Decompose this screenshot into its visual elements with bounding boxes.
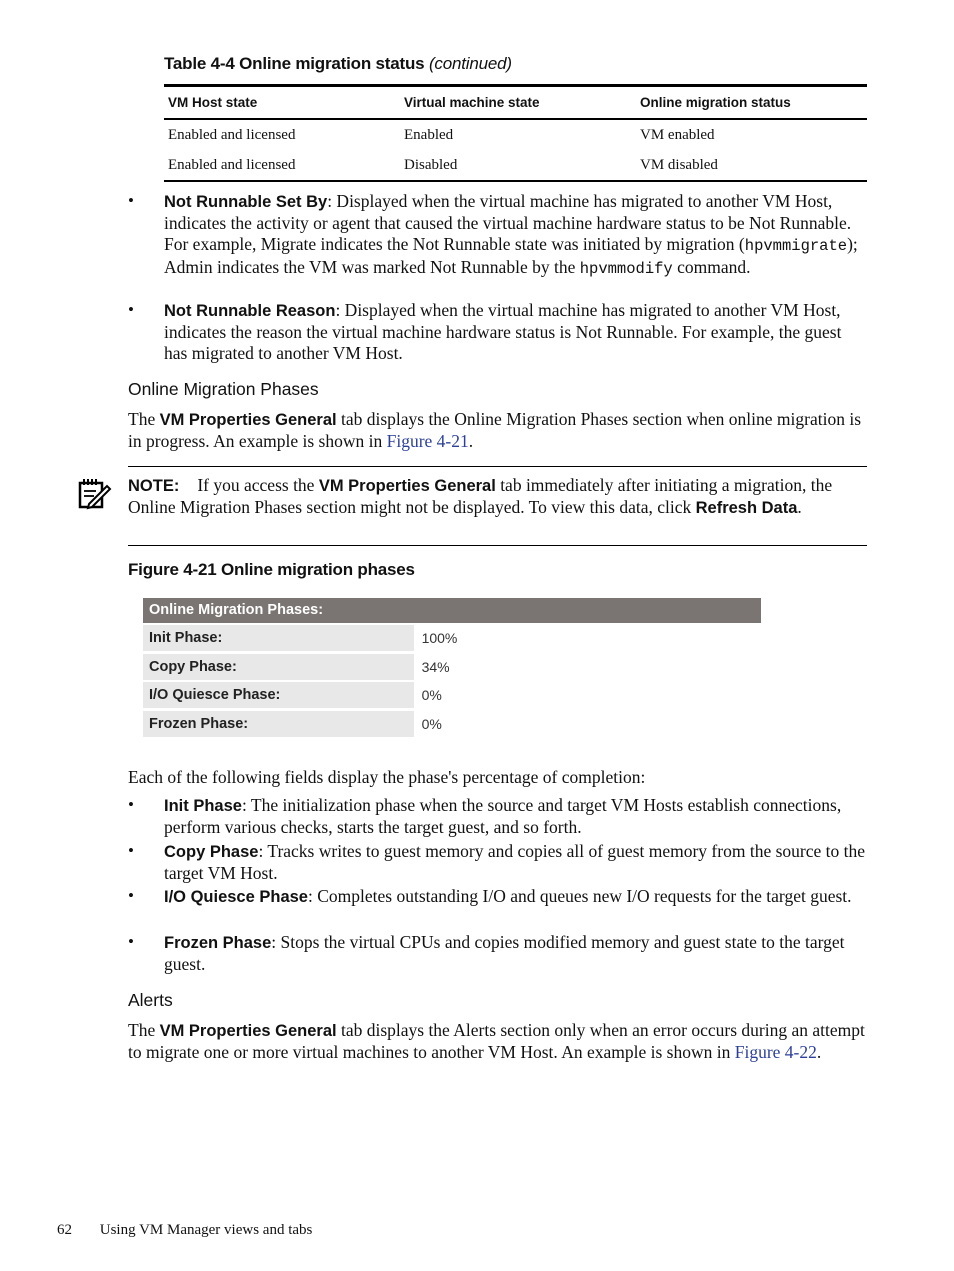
table-row <box>164 150 867 180</box>
phase-label: Frozen Phase: <box>143 711 414 737</box>
online-migration-phases-panel <box>143 598 761 737</box>
bullet-text: : The initialization phase when the source and target VM Hosts establish connections, perform various checks, starts the target guest, and so forth. <box>164 795 842 837</box>
bullet-term: Frozen Phase <box>164 934 272 952</box>
alerts-paragraph <box>128 1020 868 1063</box>
table-cell: Enabled <box>404 126 454 143</box>
bullet-not-runnable-set-by <box>164 191 868 280</box>
figure-link[interactable]: Figure 4-21 <box>386 431 469 451</box>
paragraph-text: tab displays the Alerts section only when an error occurs during an attempt to migrate one or more virtual machines to another VM Host. An example is shown in <box>128 1020 865 1062</box>
command-code: hpvmmodify <box>579 260 673 278</box>
bullet-dot: • <box>128 795 134 814</box>
bullet-io-quiesce-phase <box>164 886 868 908</box>
phase-row <box>143 625 761 651</box>
table-header-row <box>164 87 867 120</box>
bullet-term: I/O Quiesce Phase <box>164 888 308 906</box>
phase-value: 100% <box>416 625 761 651</box>
footer-title: Using VM Manager views and tabs <box>99 1222 313 1238</box>
table-caption-suffix: (continued) <box>428 54 512 73</box>
bullet-frozen-phase <box>164 932 868 975</box>
phases-paragraph <box>128 409 868 452</box>
paragraph-text: The <box>128 1020 160 1040</box>
table-cell: Disabled <box>404 156 458 173</box>
phase-value: 0% <box>416 682 761 708</box>
note-text-part: If you access the <box>197 475 319 495</box>
table-caption <box>164 54 512 74</box>
paragraph-text: . <box>816 1042 822 1062</box>
table-cell: VM disabled <box>640 156 718 173</box>
bullet-text: : Tracks writes to guest memory and copies all of guest memory from the source to the target VM Host. <box>164 841 865 883</box>
phase-label: Copy Phase: <box>143 654 414 680</box>
phase-row <box>143 682 761 708</box>
bullet-text: ); Admin indicates the VM was marked Not Runnable by the <box>164 234 858 277</box>
table-row <box>164 120 867 150</box>
bullet-text: : Displayed when the virtual machine has migrated to another VM Host, indicates the reason the virtual machine hardware status is Not Runnable. For example, the guest has migrated to another VM Host. <box>164 300 842 363</box>
phase-value: 34% <box>416 654 761 680</box>
bullet-dot: • <box>128 191 134 210</box>
table-cell: VM enabled <box>640 126 715 143</box>
phase-row <box>143 654 761 680</box>
table-caption-label: Table 4-4 Online migration status <box>164 54 425 73</box>
section-heading-phases: Online Migration Phases <box>128 379 319 399</box>
table-cell: Enabled and licensed <box>168 156 296 173</box>
phase-label: I/O Quiesce Phase: <box>143 682 414 708</box>
panel-title: Online Migration Phases: <box>143 598 761 623</box>
phase-value: 0% <box>416 711 761 737</box>
table-header-cell: VM Host state <box>168 95 258 110</box>
note-label: NOTE: <box>128 477 180 495</box>
bullet-term: Copy Phase <box>164 843 259 861</box>
note-bold: VM Properties General <box>318 477 496 495</box>
bullet-text: : Displayed when the virtual machine has migrated to another VM Host, indicates the activity or agent that caused the virtual machine hardware status to be Not Runnable. For example, Migrate indicates the Not Runnable state was initiated by migration ( <box>164 191 852 254</box>
bullet-dot: • <box>128 886 134 905</box>
bullet-text: : Stops the virtual CPUs and copies modified memory and guest state to the target guest. <box>164 932 845 974</box>
status-table <box>164 84 867 182</box>
paragraph-text: tab displays the Online Migration Phases section when online migration is in progress. An example is shown in <box>128 409 862 451</box>
paragraph-text: . <box>468 431 474 451</box>
bullet-dot: • <box>128 300 134 319</box>
figure-link[interactable]: Figure 4-22 <box>734 1042 817 1062</box>
bullet-dot: • <box>128 932 134 951</box>
command-code: hpvmmigrate <box>744 237 848 255</box>
fields-intro: Each of the following fields display the phase's percentage of completion: <box>128 767 646 787</box>
bullet-text: command. <box>672 257 751 277</box>
bullet-not-runnable-reason <box>164 300 868 364</box>
note-bold: Refresh Data <box>695 499 798 517</box>
phase-label: Init Phase: <box>143 625 414 651</box>
note-pencil-icon <box>78 477 112 511</box>
paragraph-bold: VM Properties General <box>159 411 337 429</box>
section-heading-alerts: Alerts <box>128 990 173 1010</box>
bullet-copy-phase <box>164 841 868 884</box>
note-text <box>128 475 868 519</box>
paragraph-bold: VM Properties General <box>159 1022 337 1040</box>
page-footer <box>57 1222 312 1239</box>
phase-row <box>143 711 761 737</box>
bullet-dot: • <box>128 841 134 860</box>
bullet-term: Not Runnable Reason <box>164 302 336 320</box>
bullet-term: Not Runnable Set By <box>164 193 328 211</box>
bullet-init-phase <box>164 795 868 838</box>
table-header-cell: Online migration status <box>640 95 791 110</box>
bullet-text: : Completes outstanding I/O and queues new I/O requests for the target guest. <box>308 886 852 906</box>
note-text-part: . <box>797 497 802 517</box>
bullet-term: Init Phase <box>164 797 242 815</box>
paragraph-text: The <box>128 409 160 429</box>
table-cell: Enabled and licensed <box>168 126 296 143</box>
table-header-cell: Virtual machine state <box>404 95 540 110</box>
page-number: 62 <box>57 1222 72 1238</box>
figure-caption: Figure 4-21 Online migration phases <box>128 560 415 579</box>
note-text-part: tab immediately after initiating a migration, the Online Migration Phases section might not be displayed. To view this data, click <box>128 475 833 517</box>
